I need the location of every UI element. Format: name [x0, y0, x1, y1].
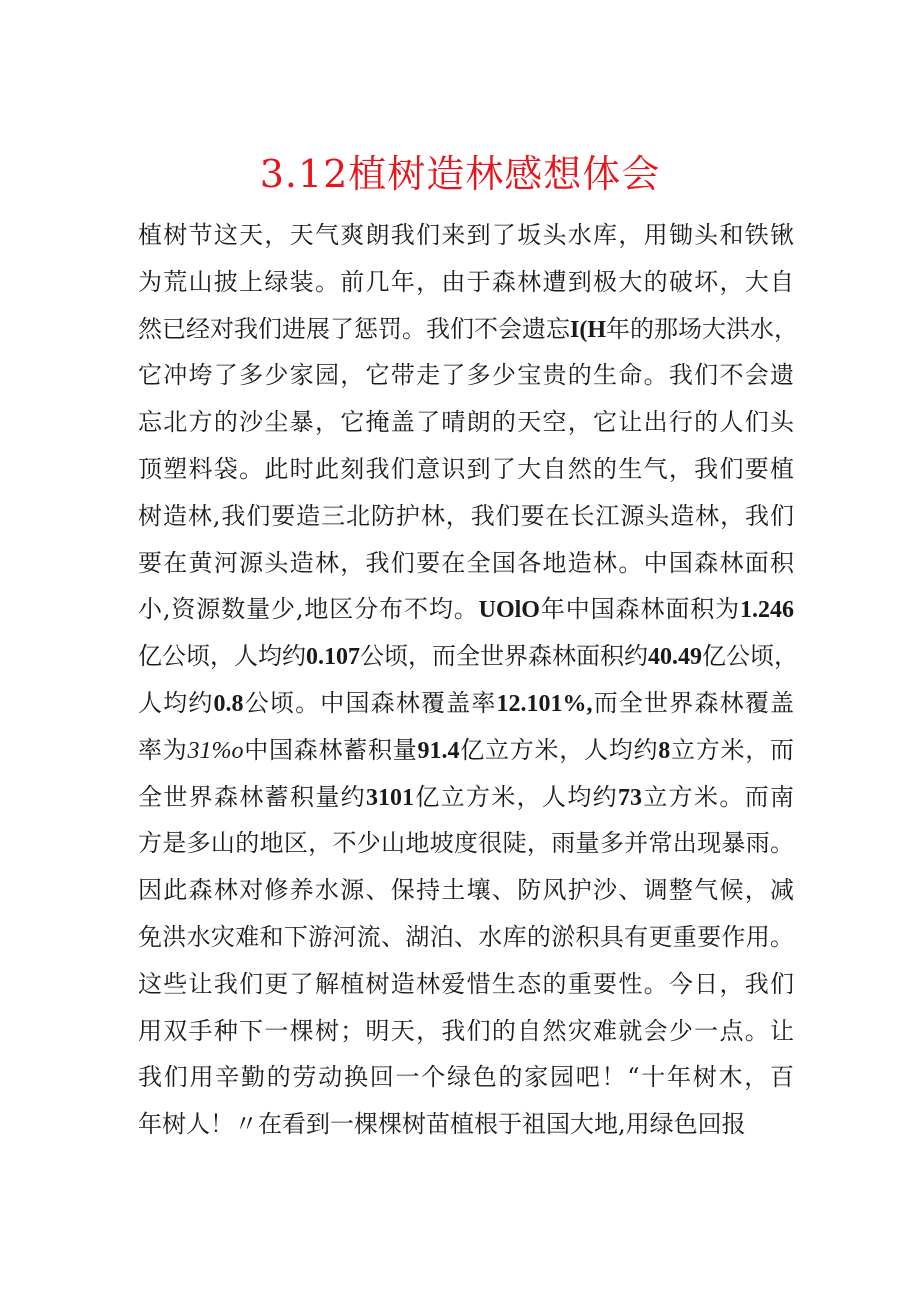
body-text-run: 亿立方米，人均约	[414, 782, 618, 811]
body-bold-number: 12.101%,	[496, 690, 593, 717]
body-text-run: 而全世界森林覆盖	[592, 688, 795, 717]
body-line	[138, 399, 794, 446]
body-line	[138, 680, 794, 727]
body-text-run: 然已经对我们进展了惩罚。我们不会遗忘	[138, 314, 570, 343]
body-text-run: 免洪水灾难和下游河流、湖泊、水库的淤积具有更重要作用。	[138, 922, 794, 951]
body-text-run: 中国森林蓄积量	[243, 735, 418, 764]
body-bold-number: UOlO	[478, 597, 540, 624]
body-bold-number: 40.49	[648, 644, 702, 671]
body-line	[138, 914, 794, 961]
body-text-run: 它冲垮了多少家园，它带走了多少宝贵的生命。我们不会遗	[138, 361, 794, 390]
body-line	[138, 1101, 794, 1148]
body-bold-number: 8	[658, 737, 671, 764]
body-line	[138, 540, 794, 587]
body-line	[138, 352, 794, 399]
body-text-run: 公顷，而全世界森林面积约	[360, 642, 648, 671]
body-text-run: 我们用辛勤的劳动换回一个绿色的家园吧！“十年树木，百	[138, 1063, 794, 1092]
body-text-run: 年的那场大洪水，	[606, 314, 798, 343]
body-bold-number: 1.246	[740, 597, 795, 624]
body-text-run: 公顷。中国森林覆盖率	[243, 688, 497, 717]
body-text-run: 因此森林对修养水源、保持土壤、防风护沙、调整气候，减	[138, 876, 794, 905]
body-bold-number: 0.8	[213, 690, 244, 717]
body-text-run: 小,资源数量少,地区分布不均。	[138, 595, 479, 624]
body-text-run: 亿立方米，人均约	[459, 735, 659, 764]
body-italic-number: 31%o	[187, 737, 244, 764]
body-line	[138, 820, 794, 867]
body-bold-number: 73	[618, 784, 642, 811]
body-line	[138, 633, 798, 680]
body-text-run: 要在黄河源头造林，我们要在全国各地造林。中国森林面积	[138, 548, 794, 577]
body-line	[138, 306, 798, 353]
body-line	[138, 1054, 794, 1101]
body-bold-number: 3101	[366, 784, 414, 811]
body-text-run: 为荒山披上绿装。前几年，由于森林遭到极大的破坏，大自	[138, 267, 794, 296]
body-text-run: 树造林,我们要造三北防护林，我们要在长江源头造林，我们	[138, 501, 794, 530]
body-line	[138, 493, 794, 540]
body-text-run: 亿公顷，	[702, 642, 798, 671]
body-line	[138, 867, 794, 914]
body-text-run: 全世界森林蓄积量约	[138, 782, 366, 811]
body-text-run: 年树人！〃在看到一棵棵树苗植根于祖国大地,用绿色回报	[138, 1110, 746, 1139]
body-text-run: 年中国森林面积为	[539, 595, 741, 624]
body-text-run: 植树节这天，天气爽朗我们来到了坂头水库，用锄头和铁锹	[138, 221, 794, 249]
body-line	[138, 212, 794, 259]
document-title: 3.12植树造林感想体会	[259, 152, 661, 196]
body-line	[138, 259, 794, 306]
body-text-run: 用双手种下一棵树；明天，我们的自然灾难就会少一点。让	[138, 1016, 794, 1045]
body-line	[138, 961, 794, 1008]
body-text-run: 立方米，而	[670, 735, 794, 764]
body-line	[138, 446, 794, 493]
body-line	[138, 1008, 794, 1055]
document-body	[138, 212, 798, 1148]
body-text-run: 方是多山的地区，不少山地坡度很陡，雨量多并常出现暴雨。	[138, 829, 794, 858]
body-line	[138, 727, 794, 774]
body-text-run: 这些让我们更了解植树造林爱惜生态的重要性。今日，我们	[138, 969, 794, 998]
body-line	[138, 586, 794, 633]
body-text-run: 忘北方的沙尘暴，它掩盖了晴朗的天空，它让出行的人们头	[138, 408, 794, 437]
body-text-run: 顶塑料袋。此时此刻我们意识到了大自然的生气，我们要植	[138, 454, 794, 483]
body-bold-number: 0.107	[306, 644, 360, 671]
body-bold-number: I(H	[570, 316, 606, 343]
body-text-run: 人均约	[138, 688, 214, 717]
body-text-run: 亿公顷，人均约	[138, 642, 306, 671]
body-text-run: 立方米。而南	[642, 782, 794, 811]
body-text-run: 率为	[138, 735, 188, 764]
body-line	[138, 774, 794, 821]
body-bold-number: 91.4	[417, 737, 460, 764]
